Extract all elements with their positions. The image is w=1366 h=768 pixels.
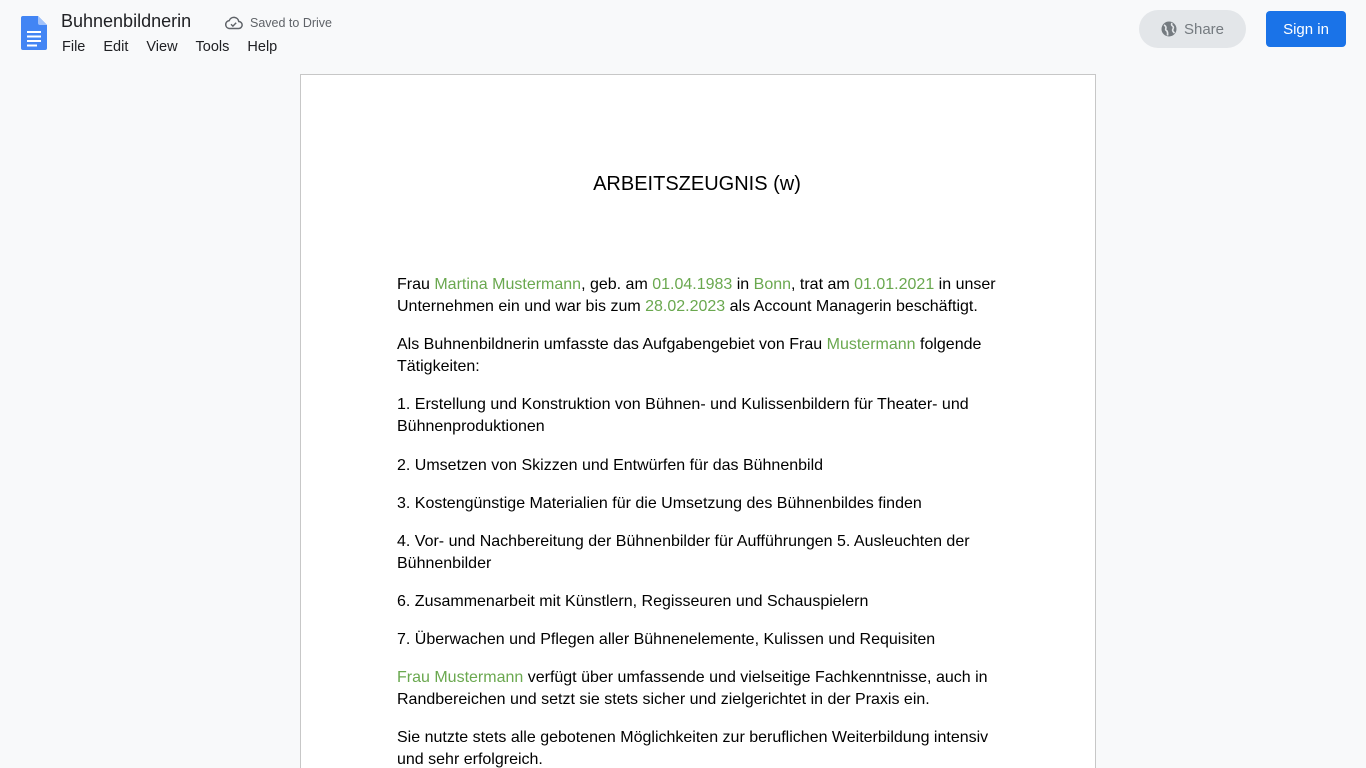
paragraph-skills	[397, 667, 997, 711]
text-run: , trat am	[791, 276, 855, 293]
task-item: 4. Vor- und Nachbereitung der Bühnenbilder für Aufführungen 5. Ausleuchten der Bühnenbilder	[397, 533, 970, 572]
text-run: in	[732, 276, 754, 293]
text-run: in unser Unternehmen ein und war bis zum	[397, 276, 996, 315]
globe-icon	[1161, 21, 1177, 37]
menu-view[interactable]: View	[146, 39, 178, 55]
text-run: als Account Managerin beschäftigt.	[725, 298, 978, 315]
document-title[interactable]: Buhnenbildnerin	[61, 11, 192, 31]
share-button[interactable]	[1139, 10, 1246, 48]
menu-help[interactable]: Help	[247, 39, 278, 55]
employee-reference: Frau Mustermann	[397, 669, 524, 686]
task-item: 1. Erstellung und Konstruktion von Bühnen- und Kulissenbildern für Theater- und Bühnenproduktionen	[397, 396, 969, 435]
birth-city: Bonn	[753, 276, 792, 293]
menu-file[interactable]: File	[62, 39, 86, 55]
sign-in-button[interactable]: Sign in	[1266, 11, 1346, 47]
top-bar	[0, 0, 1366, 64]
document-page[interactable]	[300, 74, 1096, 768]
text-run: Als Buhnenbildnerin umfasste das Aufgabengebiet von Frau	[397, 336, 827, 353]
text-run: verfügt über umfassende und vielseitige Fachkenntnisse, auch in Randbereichen und setzt sie stets sicher und zielgerichtet in der Praxis ein.	[397, 669, 988, 708]
cloud-saved-icon	[224, 16, 243, 30]
share-label: Share	[1183, 20, 1225, 38]
task-item: 6. Zusammenarbeit mit Künstlern, Regisseuren und Schauspielern	[397, 593, 869, 610]
task-item: 3. Kostengünstige Materialien für die Umsetzung des Bühnenbildes finden	[397, 495, 922, 512]
save-status[interactable]	[224, 14, 332, 32]
paragraph-training: Sie nutzte stets alle gebotenen Möglichkeiten zur beruflichen Weiterbildung intensiv und sehr erfolgreich.	[397, 729, 989, 768]
employee-name: Martina Mustermann	[434, 276, 582, 293]
task-item: 7. Überwachen und Pflegen aller Bühnenelemente, Kulissen und Requisiten	[397, 631, 936, 648]
text-run: Frau	[397, 276, 435, 293]
document-heading: ARBEITSZEUGNIS (w)	[593, 173, 801, 195]
paragraph-tasks-intro	[397, 334, 997, 378]
paragraph-intro	[397, 274, 997, 318]
text-run: , geb. am	[581, 276, 653, 293]
end-date: 28.02.2023	[645, 298, 726, 315]
task-item: 2. Umsetzen von Skizzen und Entwürfen für das Bühnenbild	[397, 457, 824, 474]
menu-bar	[52, 37, 285, 59]
menu-tools[interactable]: Tools	[195, 39, 230, 55]
docs-logo-icon[interactable]	[21, 16, 47, 50]
start-date: 01.01.2021	[854, 276, 935, 293]
text-run: folgende Tätigkeiten:	[397, 336, 982, 375]
save-status-label: Saved to Drive	[250, 16, 332, 30]
menu-edit[interactable]: Edit	[103, 39, 129, 55]
birth-date: 01.04.1983	[652, 276, 733, 293]
employee-surname: Mustermann	[826, 336, 916, 353]
